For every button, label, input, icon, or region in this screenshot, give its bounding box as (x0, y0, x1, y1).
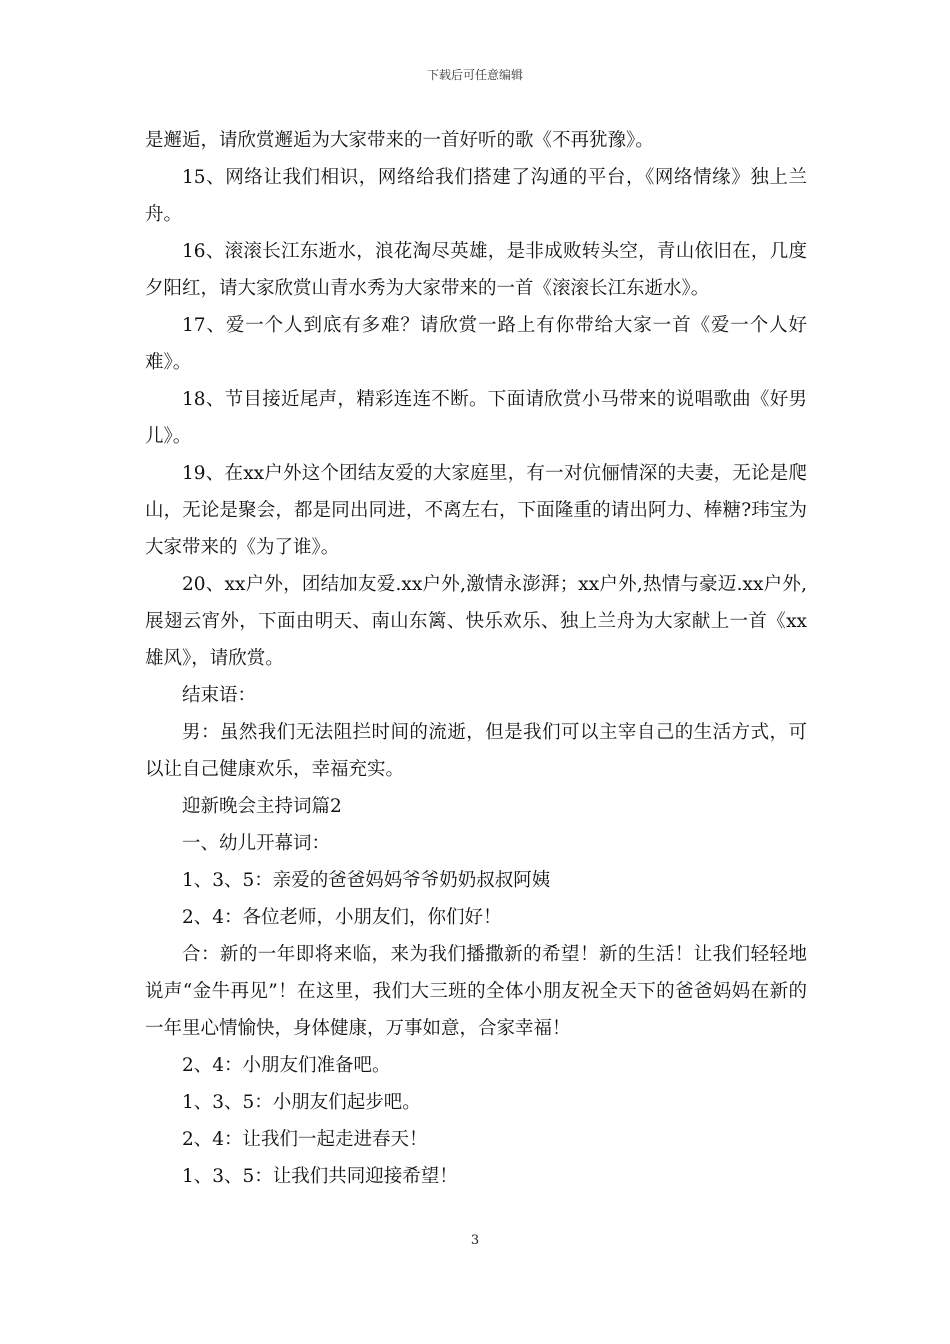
paragraph: 结束语： (182, 685, 257, 706)
page-number: 3 (470, 1233, 480, 1248)
document-body (145, 122, 807, 1195)
paragraph: 20、xx户外，团结加友爱.xx户外,激情永澎湃；xx户外,热情与豪迈.xx户外,展翅云宵外，下面由明天、南山东篱、快乐欢乐、独上兰舟为大家献上一首《xx雄风》，请欣赏。 (145, 574, 807, 669)
paragraph: 18、节目接近尾声，精彩连连不断。下面请欣赏小马带来的说唱歌曲《好男儿》。 (145, 389, 807, 447)
paragraph: 一、幼儿开幕词： (182, 833, 331, 854)
paragraph: 2、4：让我们一起走进春天！ (182, 1129, 428, 1150)
paragraph: 男：虽然我们无法阻拦时间的流逝，但是我们可以主宰自己的生活方式，可以让自己健康欢乐，幸福充实。 (145, 722, 807, 780)
paragraph: 1、3、5：小朋友们起步吧。 (182, 1092, 421, 1113)
paragraph: 是邂逅，请欣赏邂逅为大家带来的一首好听的歌《不再犹豫》。 (145, 130, 654, 151)
section-title: 迎新晚会主持词篇2 (182, 796, 342, 817)
paragraph: 16、滚滚长江东逝水，浪花淘尽英雄，是非成败转头空，青山依旧在，几度夕阳红，请大家欣赏山青水秀为大家带来的一首《滚滚长江东逝水》。 (145, 241, 807, 299)
paragraph: 1、3、5：让我们共同迎接希望！ (182, 1166, 458, 1187)
paragraph: 15、网络让我们相识，网络给我们搭建了沟通的平台，《网络情缘》独上兰舟。 (145, 167, 807, 225)
paragraph: 2、4：小朋友们准备吧。 (182, 1055, 391, 1076)
paragraph: 合：新的一年即将来临，来为我们播撒新的希望！新的生活！让我们轻轻地说声“金牛再见”！在这里，我们大三班的全体小朋友祝全天下的爸爸妈妈在新的一年里心情愉快，身体健康，万事如意，合家幸福！ (145, 944, 807, 1039)
paragraph: 19、在xx户外这个团结友爱的大家庭里，有一对伉俪情深的夫妻，无论是爬山，无论是聚会，都是同出同进，不离左右，下面隆重的请出阿力、棒糖?玮宝为大家带来的《为了谁》。 (145, 463, 807, 558)
page-header: 下载后可任意编辑 (426, 68, 523, 82)
paragraph: 1、3、5：亲爱的爸爸妈妈爷爷奶奶叔叔阿姨 (182, 870, 551, 891)
paragraph: 17、爱一个人到底有多难？请欣赏一路上有你带给大家一首《爱一个人好难》。 (145, 315, 807, 373)
paragraph: 2、4：各位老师，小朋友们，你们好！ (182, 907, 502, 928)
